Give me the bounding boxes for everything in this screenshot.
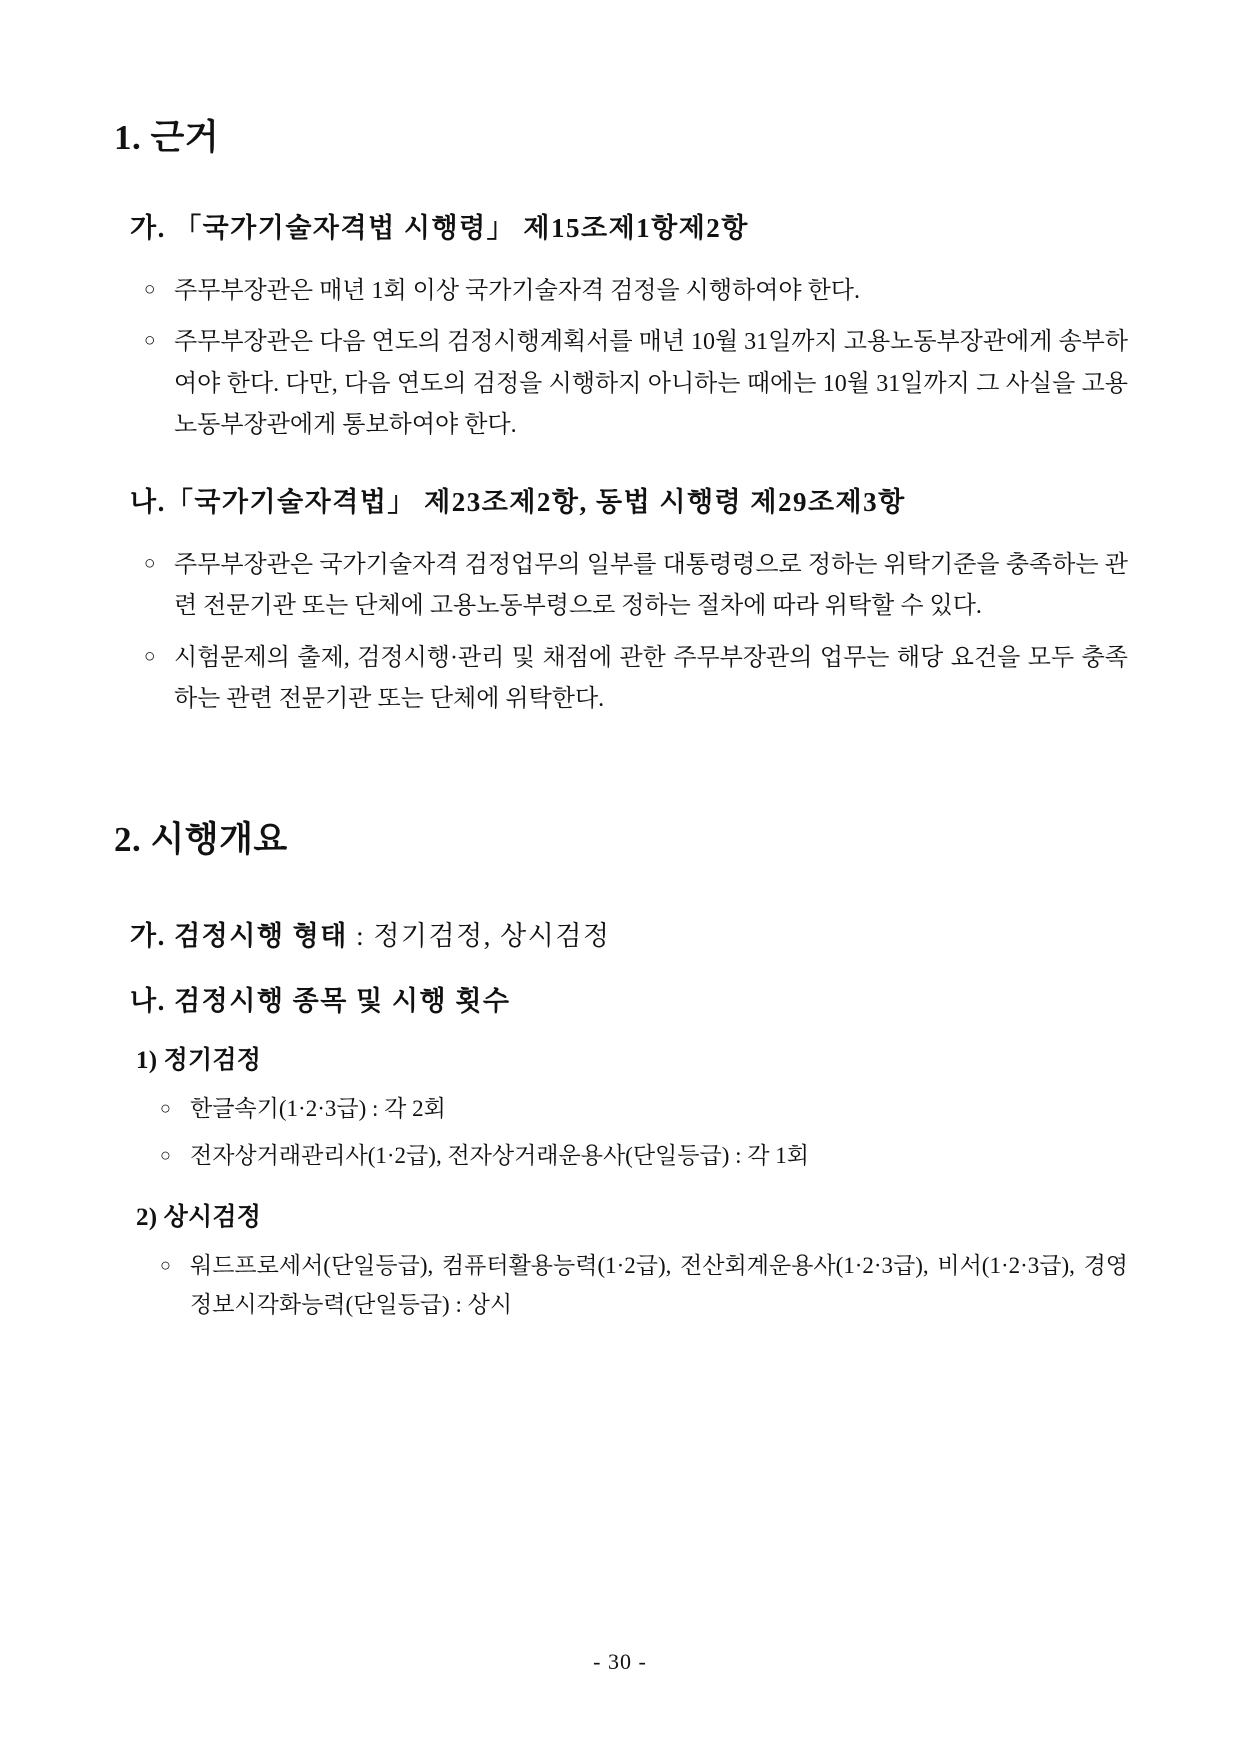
- group-heading-regular-exam: 1) 정기검정: [136, 1047, 262, 1075]
- list-item-text: 주무부장관은 매년 1회 이상 국가기술자격 검정을 시행하여야 한다.: [174, 278, 860, 304]
- circle-bullet-icon: ○: [160, 1144, 171, 1165]
- circle-bullet-icon: ○: [144, 330, 156, 352]
- subsection-heading-2b: 나. 검정시행 종목 및 시행 횟수: [130, 986, 511, 1017]
- bullet-list-regular-exam: [112, 1090, 1128, 1175]
- list-item: [112, 638, 1128, 721]
- list-item: [112, 322, 1128, 446]
- section-heading-2: 2. 시행개요: [114, 820, 288, 860]
- list-item-text: 전자상거래관리사(1·2급), 전자상거래운용사(단일등급) : 각 1회: [190, 1142, 809, 1168]
- circle-bullet-icon: ○: [160, 1255, 171, 1276]
- page-number: - 30 -: [593, 1649, 647, 1674]
- subsection-value-2a: : 정기검정, 상시검정: [347, 921, 611, 952]
- subsection-heading-2a: [112, 914, 1128, 953]
- subsection-heading-1a: 가. 「국가기술자격법 시행령」 제15조제1항제2항: [130, 213, 749, 243]
- circle-bullet-icon: ○: [144, 279, 156, 300]
- group-heading-常-exam: 2) 상시검정: [136, 1204, 262, 1232]
- circle-bullet-icon: ○: [144, 645, 156, 667]
- list-item: [112, 1247, 1128, 1324]
- subsection-1a: [112, 206, 1128, 446]
- subsection-2b: [112, 979, 1128, 1325]
- subsection-1b: [112, 480, 1128, 720]
- subsection-2a: [112, 914, 1128, 953]
- list-item: [112, 1090, 1128, 1129]
- list-item-text: 워드프로세서(단일등급), 컴퓨터활용능력(1·2급), 전산회계운용사(1·2·3급), 비서(1·2·3급), 경영정보시각화능력(단일등급) : 상시: [190, 1253, 1128, 1317]
- bullet-list-1a: [112, 271, 1128, 446]
- list-item-text: 주무부장관은 국가기술자격 검정업무의 일부를 대통령령으로 정하는 위탁기준을 충족하는 관련 전문기관 또는 단체에 고용노동부령으로 정하는 절차에 따라 위탁할 수 있다.: [174, 552, 1128, 620]
- bullet-list-standing-exam: [112, 1247, 1128, 1324]
- section-heading-1: 1. 근거: [114, 118, 220, 157]
- list-item: [112, 1137, 1128, 1176]
- list-item-text: 한글속기(1·2·3급) : 각 2회: [190, 1096, 446, 1122]
- list-item: [112, 271, 1128, 312]
- subsection-heading-1b: 나.「국가기술자격법」 제23조제2항, 동법 시행령 제29조제3항: [130, 487, 906, 518]
- circle-bullet-icon: ○: [160, 1098, 171, 1119]
- list-item-text: 주무부장관은 다음 연도의 검정시행계획서를 매년 10월 31일까지 고용노동부장관에게 송부하여야 한다. 다만, 다음 연도의 검정을 시행하지 아니하는 때에는 10월 31일까지 그 사실을 고용노동부장관에게 통보하여야 한다.: [174, 329, 1128, 438]
- circle-bullet-icon: ○: [144, 553, 156, 575]
- subsection-label-2a: 가. 검정시행 형태: [130, 921, 348, 952]
- list-item: [112, 545, 1128, 628]
- list-item-text: 시험문제의 출제, 검정시행·관리 및 채점에 관한 주무부장관의 업무는 해당 요건을 모두 충족하는 관련 전문기관 또는 단체에 위탁한다.: [174, 644, 1128, 712]
- bullet-list-1b: [112, 545, 1128, 720]
